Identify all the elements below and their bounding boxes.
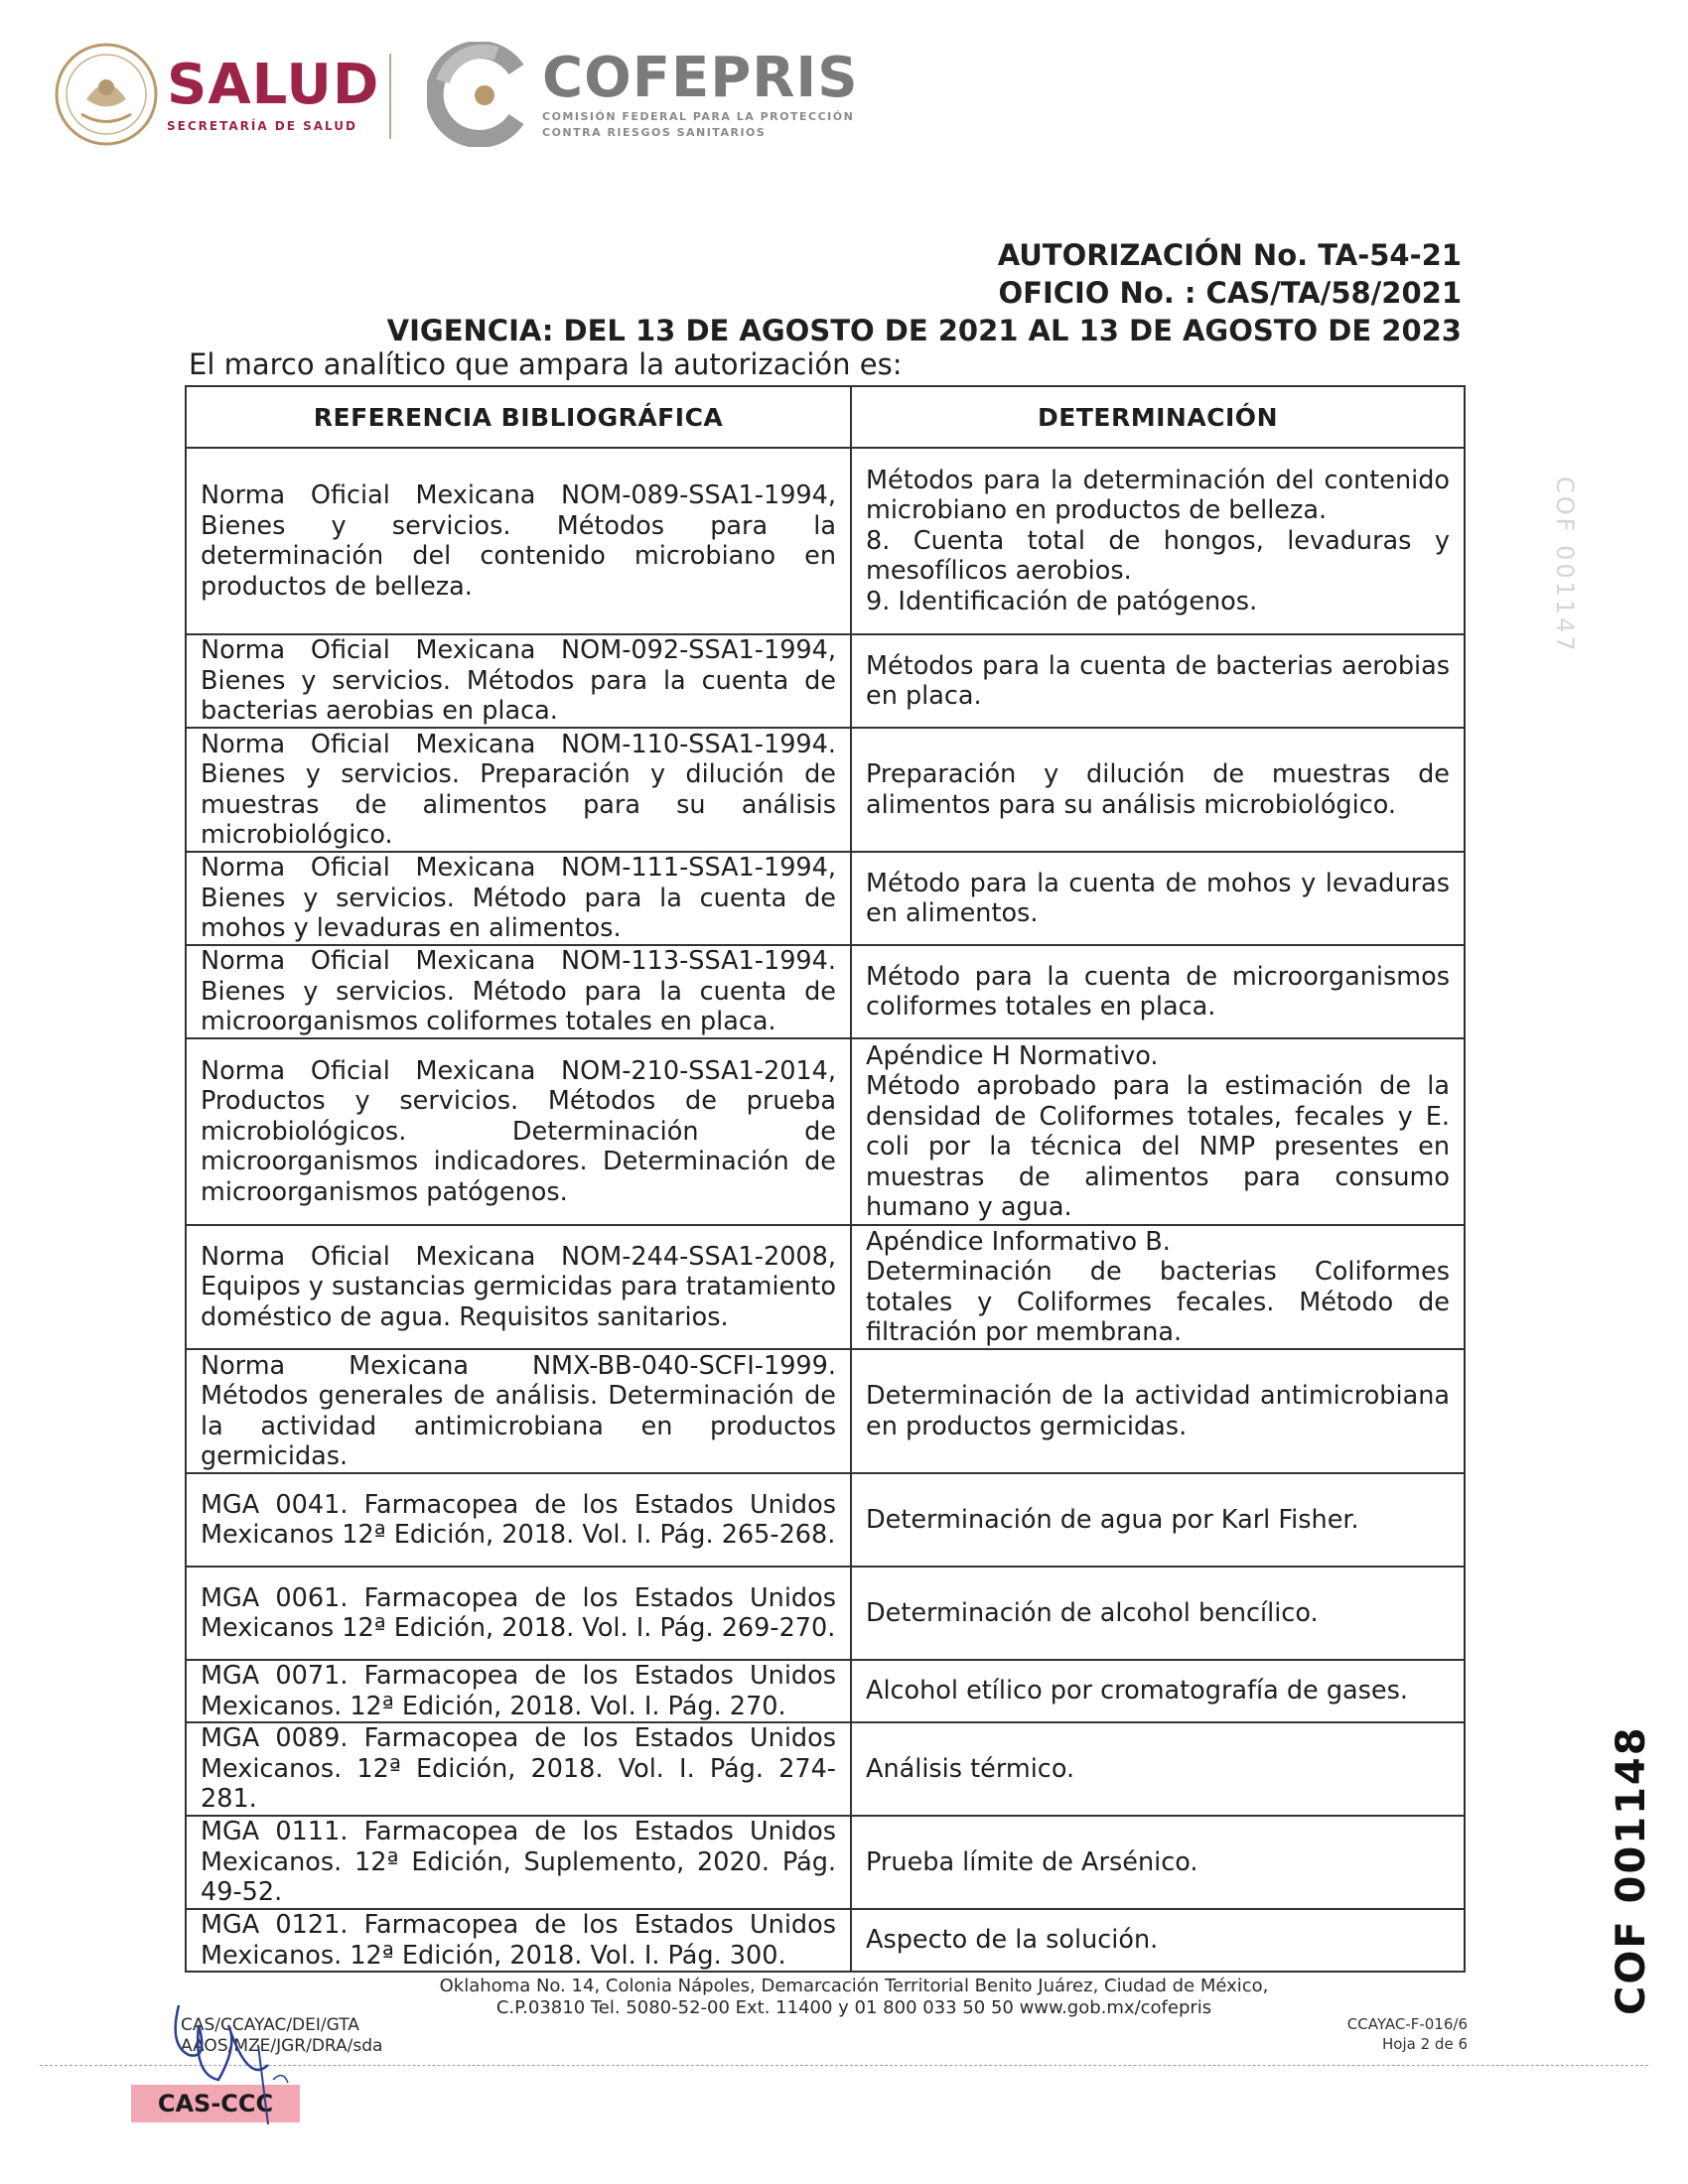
salud-title: SALUD (167, 53, 380, 117)
footer-address-line-1: Oklahoma No. 14, Colonia Nápoles, Demarcación Territorial Benito Juárez, Ciudad de México, (439, 1976, 1269, 1996)
form-code: CCAYAC-F-016/6 (1346, 2015, 1468, 2033)
table-row (186, 1225, 1465, 1349)
determination-cell (851, 1660, 1465, 1722)
determination-cell (851, 1816, 1465, 1909)
reference-cell: MGA 0111. Farmacopea de los Estados Unidos Mexicanos. 12ª Edición, Suplemento, 2020. Pág. 49-52. (186, 1816, 851, 1909)
faint-folio-stamp: COF 001147 (1551, 477, 1579, 654)
determination-cell (851, 1567, 1465, 1660)
reference-cell: MGA 0089. Farmacopea de los Estados Unidos Mexicanos. 12ª Edición, 2018. Vol. I. Pág. 274-281. (186, 1722, 851, 1816)
oficio-number: OFICIO No. : CAS/TA/58/2021 (998, 276, 1462, 310)
determination-text: Determinación de bacterias Coliformes totales y Coliformes fecales. Método de filtración por membrana. (866, 1257, 1450, 1347)
folio-stamp: COF 001148 (1609, 1725, 1654, 2015)
determination-cell (851, 1349, 1465, 1473)
table-row (186, 1660, 1465, 1722)
table-row (186, 1349, 1465, 1473)
table-row (186, 728, 1465, 852)
reference-cell: MGA 0121. Farmacopea de los Estados Unidos Mexicanos. 12ª Edición, 2018. Vol. I. Pág. 300. (186, 1909, 851, 1972)
determination-text: Método para la cuenta de microorganismos coliformes totales en placa. (866, 961, 1450, 1022)
determination-text: Preparación y dilución de muestras de alimentos para su análisis microbiológico. (866, 759, 1450, 820)
table-row (186, 1038, 1465, 1225)
table-header-row (186, 386, 1465, 448)
reference-cell: Norma Mexicana NMX-BB-040-SCFI-1999. Métodos generales de análisis. Determinación de la actividad antimicrobiana en productos germicidas. (186, 1349, 851, 1473)
determination-text: Alcohol etílico por cromatografía de gases. (866, 1676, 1409, 1706)
cofepris-title: COFEPRIS (542, 46, 859, 110)
determination-text: Método aprobado para la estimación de la densidad de Coliformes totales, fecales y E. coli por la técnica del NMP presentes en muestras de alimentos para consumo humano y agua. (866, 1071, 1450, 1222)
footer-address-line-2: C.P.03810 Tel. 5080-52-00 Ext. 11400 y 01 800 033 50 50 www.gob.mx/cofepris (495, 1997, 1212, 2018)
determination-cell (851, 1722, 1465, 1816)
mexico-seal-icon (52, 40, 161, 149)
determination-text: Determinación de la actividad antimicrobiana en productos germicidas. (866, 1381, 1450, 1441)
table-row (186, 852, 1465, 945)
cofepris-logo (427, 42, 859, 147)
cas-ccc-stamp: CAS-CCC (131, 2085, 300, 2122)
determination-cell (851, 1909, 1465, 1972)
handwritten-signature-icon (159, 1985, 357, 2134)
cofepris-c-mark-icon (427, 42, 532, 147)
logo-divider (389, 54, 391, 139)
reference-cell: Norma Oficial Mexicana NOM-111-SSA1-1994, Bienes y servicios. Método para la cuenta de mohos y levaduras en alimentos. (186, 852, 851, 945)
determination-text: Métodos para la cuenta de bacterias aerobias en placa. (866, 650, 1450, 711)
determination-cell (851, 448, 1465, 634)
vigencia: VIGENCIA: DEL 13 DE AGOSTO DE 2021 AL 13 DE AGOSTO DE 2023 (386, 314, 1462, 347)
determination-cell (851, 634, 1465, 728)
determination-text: 8. Cuenta total de hongos, levaduras y mesofílicos aerobios. (866, 525, 1450, 587)
reference-cell: Norma Oficial Mexicana NOM-092-SSA1-1994, Bienes y servicios. Métodos para la cuenta de bacterias aerobias en placa. (186, 634, 851, 728)
cofepris-subtitle-1: COMISIÓN FEDERAL PARA LA PROTECCIÓN (542, 110, 855, 123)
determination-text: Apéndice Informativo B. (866, 1226, 1171, 1257)
determination-text: Determinación de alcohol bencílico. (866, 1597, 1319, 1628)
determination-cell (851, 1038, 1465, 1225)
column-header-referencia: REFERENCIA BIBLIOGRÁFICA (186, 386, 851, 448)
analytical-framework-table (185, 385, 1466, 1973)
reference-cell: Norma Oficial Mexicana NOM-110-SSA1-1994. Bienes y servicios. Preparación y dilución de muestras de alimentos para su análisis microbiológico. (186, 728, 851, 852)
determination-text: Método para la cuenta de mohos y levaduras en alimentos. (866, 868, 1450, 928)
salud-logo (52, 40, 379, 149)
determination-text: Aspecto de la solución. (866, 1925, 1159, 1956)
cofepris-subtitle-2: CONTRA RIESGOS SANITARIOS (542, 126, 767, 139)
determination-cell (851, 728, 1465, 852)
determination-text: Determinación de agua por Karl Fisher. (866, 1504, 1359, 1535)
reference-cell: Norma Oficial Mexicana NOM-089-SSA1-1994, Bienes y servicios. Métodos para la determinación del contenido microbiano en productos de belleza. (186, 448, 851, 634)
reference-cell: Norma Oficial Mexicana NOM-113-SSA1-1994. Bienes y servicios. Método para la cuenta de microorganismos coliformes totales en placa. (186, 945, 851, 1038)
determination-text: Apéndice H Normativo. (866, 1040, 1159, 1071)
table-row (186, 1909, 1465, 1972)
determination-cell (851, 1473, 1465, 1567)
reference-cell: MGA 0071. Farmacopea de los Estados Unidos Mexicanos. 12ª Edición, 2018. Vol. I. Pág. 270. (186, 1660, 851, 1722)
determination-text: Métodos para la determinación del contenido microbiano en productos de belleza. (866, 465, 1450, 526)
salud-subtitle: SECRETARÍA DE SALUD (167, 119, 357, 133)
footer-initials-2: AAOS/MZE/JGR/DRA/sda (181, 2036, 383, 2056)
intro-text: El marco analítico que ampara la autorización es: (189, 347, 903, 381)
table-row (186, 1473, 1465, 1567)
determination-text: Prueba límite de Arsénico. (866, 1846, 1198, 1877)
footer-initials-1: CAS/CCAYAC/DEI/GTA (181, 2015, 359, 2035)
reference-cell: MGA 0061. Farmacopea de los Estados Unidos Mexicanos 12ª Edición, 2018. Vol. I. Pág. 269-270. (186, 1567, 851, 1660)
page-number: Hoja 2 de 6 (1382, 2035, 1468, 2053)
reference-cell: MGA 0041. Farmacopea de los Estados Unidos Mexicanos 12ª Edición, 2018. Vol. I. Pág. 265-268. (186, 1473, 851, 1567)
determination-cell (851, 852, 1465, 945)
determination-text: Análisis térmico. (866, 1753, 1075, 1784)
table-row (186, 448, 1465, 634)
column-header-determinacion: DETERMINACIÓN (851, 386, 1465, 448)
determination-cell (851, 945, 1465, 1038)
determination-cell (851, 1225, 1465, 1349)
autorizacion-number: AUTORIZACIÓN No. TA-54-21 (997, 238, 1462, 272)
table-row (186, 1567, 1465, 1660)
reference-cell: Norma Oficial Mexicana NOM-210-SSA1-2014, Productos y servicios. Métodos de prueba microbiológicos. Determinación de microorganismos indicadores. Determinación de microorganismos patógenos. (186, 1038, 851, 1225)
determination-text: 9. Identificación de patógenos. (866, 586, 1258, 616)
table-row (186, 945, 1465, 1038)
table-row (186, 634, 1465, 728)
reference-cell: Norma Oficial Mexicana NOM-244-SSA1-2008, Equipos y sustancias germicidas para tratamiento doméstico de agua. Requisitos sanitarios. (186, 1225, 851, 1349)
table-row (186, 1816, 1465, 1909)
table-row (186, 1722, 1465, 1816)
